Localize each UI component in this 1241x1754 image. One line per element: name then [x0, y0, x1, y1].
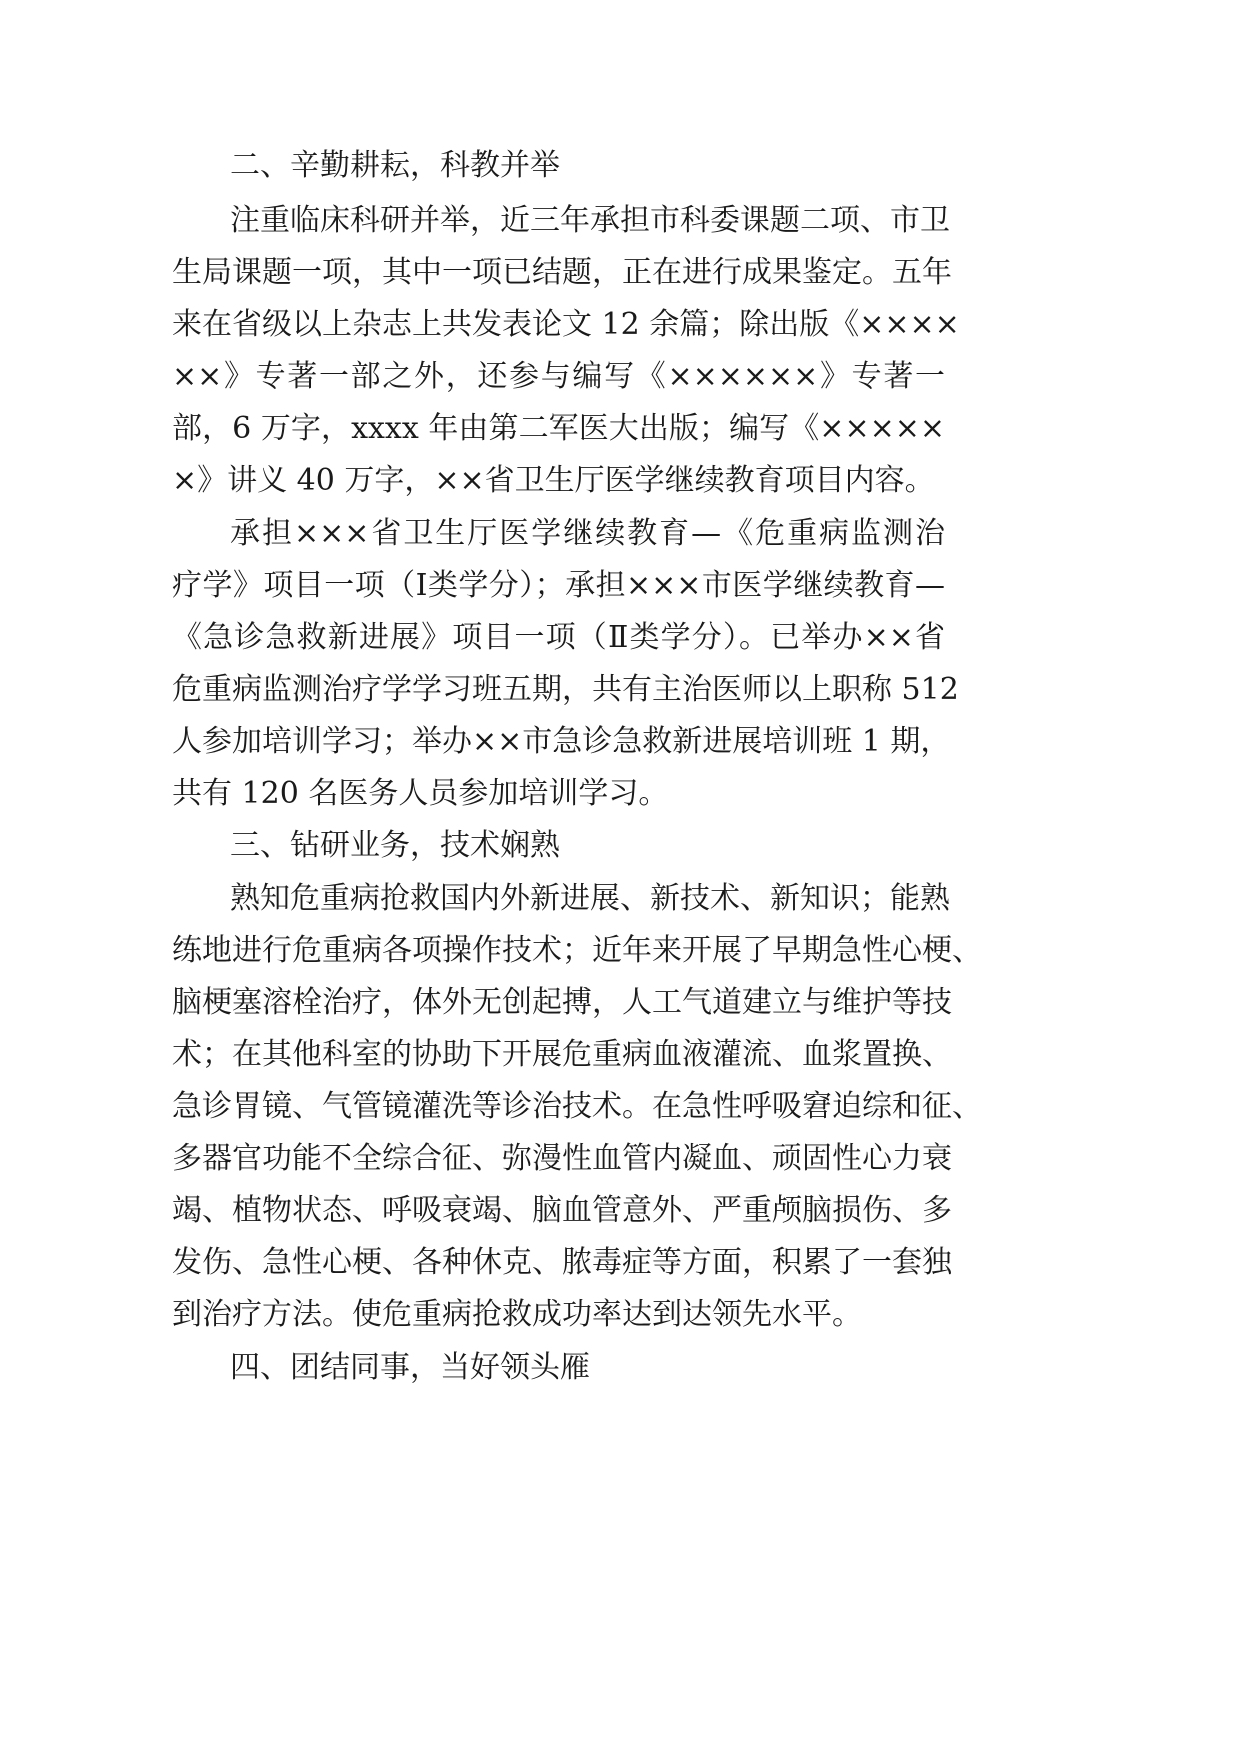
paragraph-line: 熟知危重病抢救国内外新进展、新技术、新知识；能熟 [230, 881, 950, 916]
paragraph-line: 竭、植物状态、呼吸衰竭、脑血管意外、严重颅脑损伤、多 [172, 1193, 952, 1228]
paragraph-line: 来在省级以上杂志上共发表论文 12 余篇；除出版《×××× [172, 307, 960, 342]
paragraph-line: 部，6 万字，xxxx 年由第二军医大出版；编写《××××× [172, 411, 945, 446]
paragraph-line: 《急诊急救新进展》项目一项（Ⅱ类学分）。已举办××省 [172, 620, 945, 655]
paragraph-line: 发伤、急性心梗、各种休克、脓毒症等方面，积累了一套独 [172, 1245, 952, 1280]
paragraph-line: 术；在其他科室的协助下开展危重病血液灌流、血浆置换、 [172, 1037, 952, 1072]
paragraph-line: 生局课题一项，其中一项已结题，正在进行成果鉴定。五年 [172, 255, 952, 290]
paragraph-line: 注重临床科研并举，近三年承担市科委课题二项、市卫 [230, 203, 950, 238]
paragraph-line: 人参加培训学习；举办××市急诊急救新进展培训班 1 期， [172, 724, 951, 759]
paragraph-line: 危重病监测治疗学学习班五期，共有主治医师以上职称 512 [172, 672, 959, 707]
heading-section-4: 四、团结同事，当好领头雁 [230, 1350, 590, 1385]
paragraph-line: 多器官功能不全综合征、弥漫性血管内凝血、顽固性心力衰 [172, 1141, 952, 1176]
paragraph-line: 急诊胃镜、气管镜灌洗等诊治技术。在急性呼吸窘迫综和征、 [172, 1089, 982, 1124]
heading-section-2: 二、辛勤耕耘，科教并举 [230, 148, 560, 183]
paragraph-line: 承担×××省卫生厅医学继续教育—《危重病监测治 [230, 516, 945, 551]
paragraph-line: ××》专著一部之外，还参与编写《××××××》专著一 [172, 359, 945, 394]
paragraph-line: 共有 120 名医务人员参加培训学习。 [172, 776, 669, 811]
paragraph-line: 疗学》项目一项（Ⅰ类学分）；承担×××市医学继续教育— [172, 568, 945, 603]
paragraph-line: ×》讲义 40 万字，××省卫生厅医学继续教育项目内容。 [172, 463, 935, 498]
heading-section-3: 三、钻研业务，技术娴熟 [230, 828, 560, 863]
paragraph-line: 到治疗方法。使危重病抢救成功率达到达领先水平。 [172, 1297, 862, 1332]
paragraph-line: 脑梗塞溶栓治疗，体外无创起搏，人工气道建立与维护等技 [172, 985, 952, 1020]
paragraph-line: 练地进行危重病各项操作技术；近年来开展了早期急性心梗、 [172, 933, 982, 968]
